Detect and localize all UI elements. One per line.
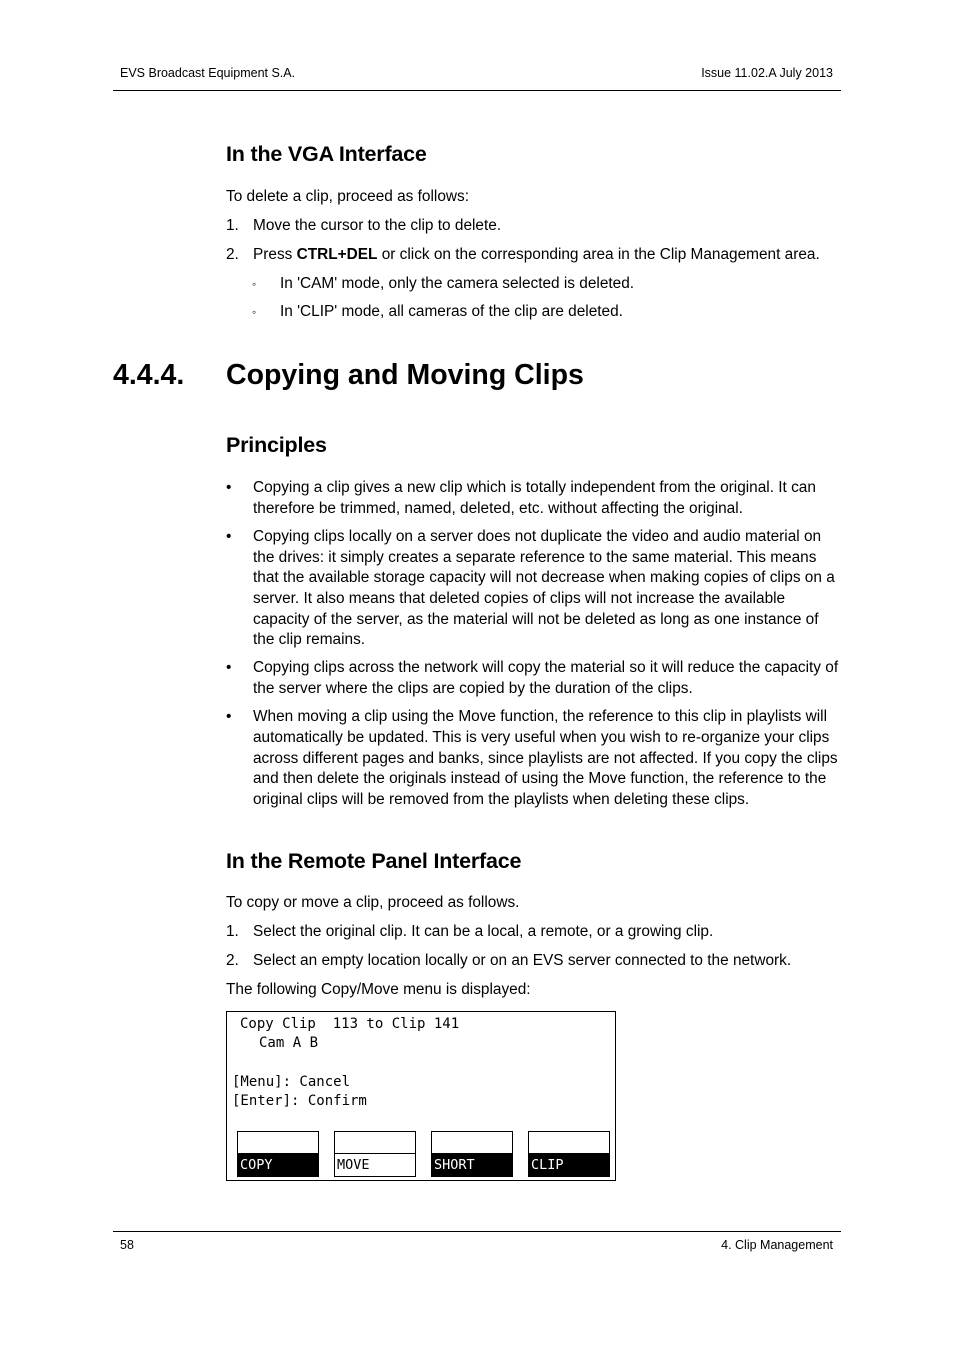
hollow-bullet-icon: ◦: [252, 277, 257, 291]
short-softkey-label: SHORT: [432, 1153, 512, 1176]
remote-steps: [226, 922, 840, 972]
step-text: Select the original clip. It can be a local, a remote, or a growing clip.: [253, 923, 714, 940]
remote-heading: In the Remote Panel Interface: [226, 849, 522, 873]
list-item: [252, 302, 634, 323]
substep-text: In 'CLIP' mode, all cameras of the clip are deleted.: [280, 303, 623, 321]
vga-heading: In the VGA Interface: [226, 142, 427, 166]
list-item: [226, 922, 840, 943]
list-item: [226, 951, 840, 972]
move-softkey-label: MOVE: [335, 1153, 415, 1176]
footer-divider: [113, 1231, 841, 1232]
section-title-text: Copying and Moving Clips: [226, 359, 584, 391]
step-number: 1.: [226, 923, 239, 940]
hollow-bullet-icon: ◦: [252, 305, 257, 320]
step-number: 2.: [226, 952, 239, 970]
bullet-text: Copying clips locally on a server does not duplicate the video and audio material on the drives: it simply creates a separate reference to the same material. This means that the available storage capacity will not decrease when making copies of clips on a server. It also means that deleted copies of clips will not increase the available capacity of the server, as the material will not be deleted as long as one instance of the clip remains.: [253, 528, 835, 649]
vga-intro: To delete a clip, proceed as follows:: [226, 188, 469, 205]
list-item: [226, 707, 840, 810]
copy-softkey[interactable]: [237, 1131, 319, 1177]
bullet-icon: •: [226, 708, 232, 726]
copy-move-menu-display: [226, 1011, 616, 1181]
bullet-icon: •: [226, 528, 232, 546]
list-item: [226, 478, 840, 519]
header-divider: [113, 90, 841, 91]
principles-list: [226, 478, 840, 810]
principles-heading: Principles: [226, 433, 327, 457]
vga-steps: [226, 216, 840, 266]
header-company: EVS Broadcast Equipment S.A.: [120, 66, 296, 80]
step-text-pre: Press: [253, 246, 297, 264]
footer-chapter: 4. Clip Management: [721, 1238, 833, 1252]
menu-line-copy-clip: Copy Clip 113 to Clip 141: [240, 1016, 460, 1032]
page-number: 58: [120, 1238, 134, 1252]
menu-caption: The following Copy/Move menu is displayed:: [226, 981, 531, 998]
menu-line-confirm: [Enter]: Confirm: [232, 1093, 367, 1109]
step-text-post: or click on the corresponding area in the Clip Management area.: [377, 246, 820, 264]
bullet-icon: •: [226, 659, 232, 677]
list-item: [226, 245, 840, 266]
bullet-text: Copying clips across the network will copy the material so it will reduce the capacity of the server where the clips are copied by the duration of the clips.: [253, 659, 839, 697]
list-item: [226, 527, 840, 651]
step-text: Move the cursor to the clip to delete.: [253, 217, 502, 234]
menu-line-cameras: Cam A B: [259, 1035, 319, 1051]
substep-text: In 'CAM' mode, only the camera selected is deleted.: [280, 275, 635, 292]
menu-line-cancel: [Menu]: Cancel: [232, 1074, 351, 1090]
step-text: Select an empty location locally or on an EVS server connected to the network.: [253, 952, 792, 970]
step-number: 2.: [226, 246, 239, 264]
clip-softkey-label: CLIP: [529, 1153, 609, 1176]
section-title: [113, 359, 584, 392]
short-softkey[interactable]: [431, 1131, 513, 1177]
remote-intro: To copy or move a clip, proceed as follows.: [226, 894, 520, 911]
list-item: [226, 658, 840, 699]
bullet-text: Copying a clip gives a new clip which is totally independent from the original. It can therefore be trimmed, named, deleted, etc. without affecting the original.: [253, 479, 816, 517]
copy-softkey-label: COPY: [238, 1153, 318, 1176]
vga-substeps: [252, 274, 634, 323]
move-softkey[interactable]: [334, 1131, 416, 1177]
bullet-icon: •: [226, 479, 232, 496]
list-item: [252, 274, 634, 295]
step-number: 1.: [226, 217, 239, 234]
list-item: [226, 216, 840, 237]
clip-softkey[interactable]: [528, 1131, 610, 1177]
header-issue: Issue 11.02.A July 2013: [701, 66, 833, 80]
bullet-text: When moving a clip using the Move function, the reference to this clip in playlists will automatically be updated. This is very useful when you wish to re-organize your clips across different pages and banks, since playlists are not affected. If you copy the clips and then delete the originals instead of using the Move function, the reference to the original clips will be removed from the playlists when deleting these clips.: [253, 708, 838, 808]
keyboard-shortcut: CTRL+DEL: [296, 246, 378, 264]
section-number: 4.4.4.: [113, 359, 185, 391]
